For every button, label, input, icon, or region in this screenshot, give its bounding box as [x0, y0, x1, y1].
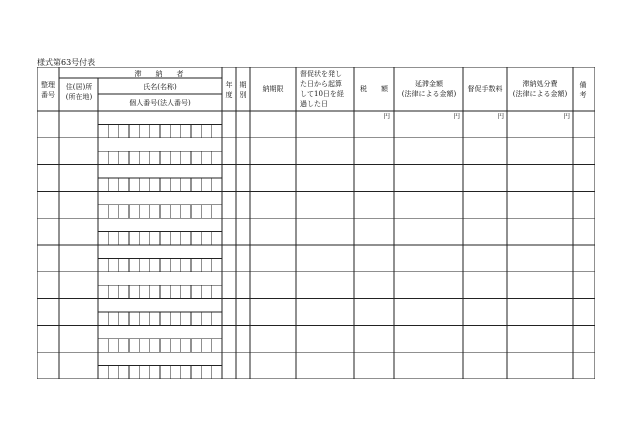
header-seiri-bango-2: 番号	[41, 91, 55, 99]
header-shobunhi-1: 滞納処分費	[522, 80, 558, 88]
form-number-label: 様式第63号付表	[37, 58, 96, 67]
header-tokusoku-3: して10日を経	[300, 90, 344, 98]
header-nendo-2: 度	[225, 91, 233, 99]
table-grid	[37, 67, 595, 379]
header-shobunhi-2: (法律による金額)	[512, 90, 568, 98]
table-border	[37, 67, 595, 379]
header-kibetsu-1: 期	[239, 81, 247, 89]
header-biko-1: 備	[579, 81, 587, 89]
yen-unit-shobunhi: 円	[563, 112, 570, 120]
yen-unit-tokusoku-tesuryo: 円	[497, 112, 504, 120]
header-kojin-bango: 個人番号(法人番号)	[129, 99, 191, 107]
delinquent-taxpayer-ledger	[37, 67, 595, 379]
header-tainosha: 滞 納 者	[134, 70, 184, 78]
header-tokusoku-1: 督促状を発し	[300, 70, 342, 78]
yen-unit-zeigaku: 円	[383, 112, 390, 120]
header-entai-kin-1: 延滞金額	[415, 80, 443, 88]
yen-unit-entai-kin: 円	[453, 112, 460, 120]
header-kibetsu-2: 別	[239, 91, 247, 99]
header-nouki: 納期限	[262, 85, 284, 93]
header-tokusoku-2: た日から起算	[300, 80, 342, 88]
header-jusho-2: (所在地)	[65, 93, 93, 101]
header-nendo-1: 年	[225, 81, 233, 89]
header-zeigaku: 税 額	[360, 85, 388, 93]
header-entai-kin-2: (法律による金額)	[401, 90, 457, 98]
header-jusho-1: 住(居)所	[65, 83, 93, 91]
header-tokusoku-4: 過した日	[300, 100, 328, 108]
header-tokusoku-tesuryo: 督促手数料	[467, 85, 503, 93]
header-biko-2: 考	[579, 91, 587, 99]
header-shimei: 氏名(名称)	[143, 83, 177, 91]
header-seiri-bango-1: 整理	[41, 81, 55, 89]
